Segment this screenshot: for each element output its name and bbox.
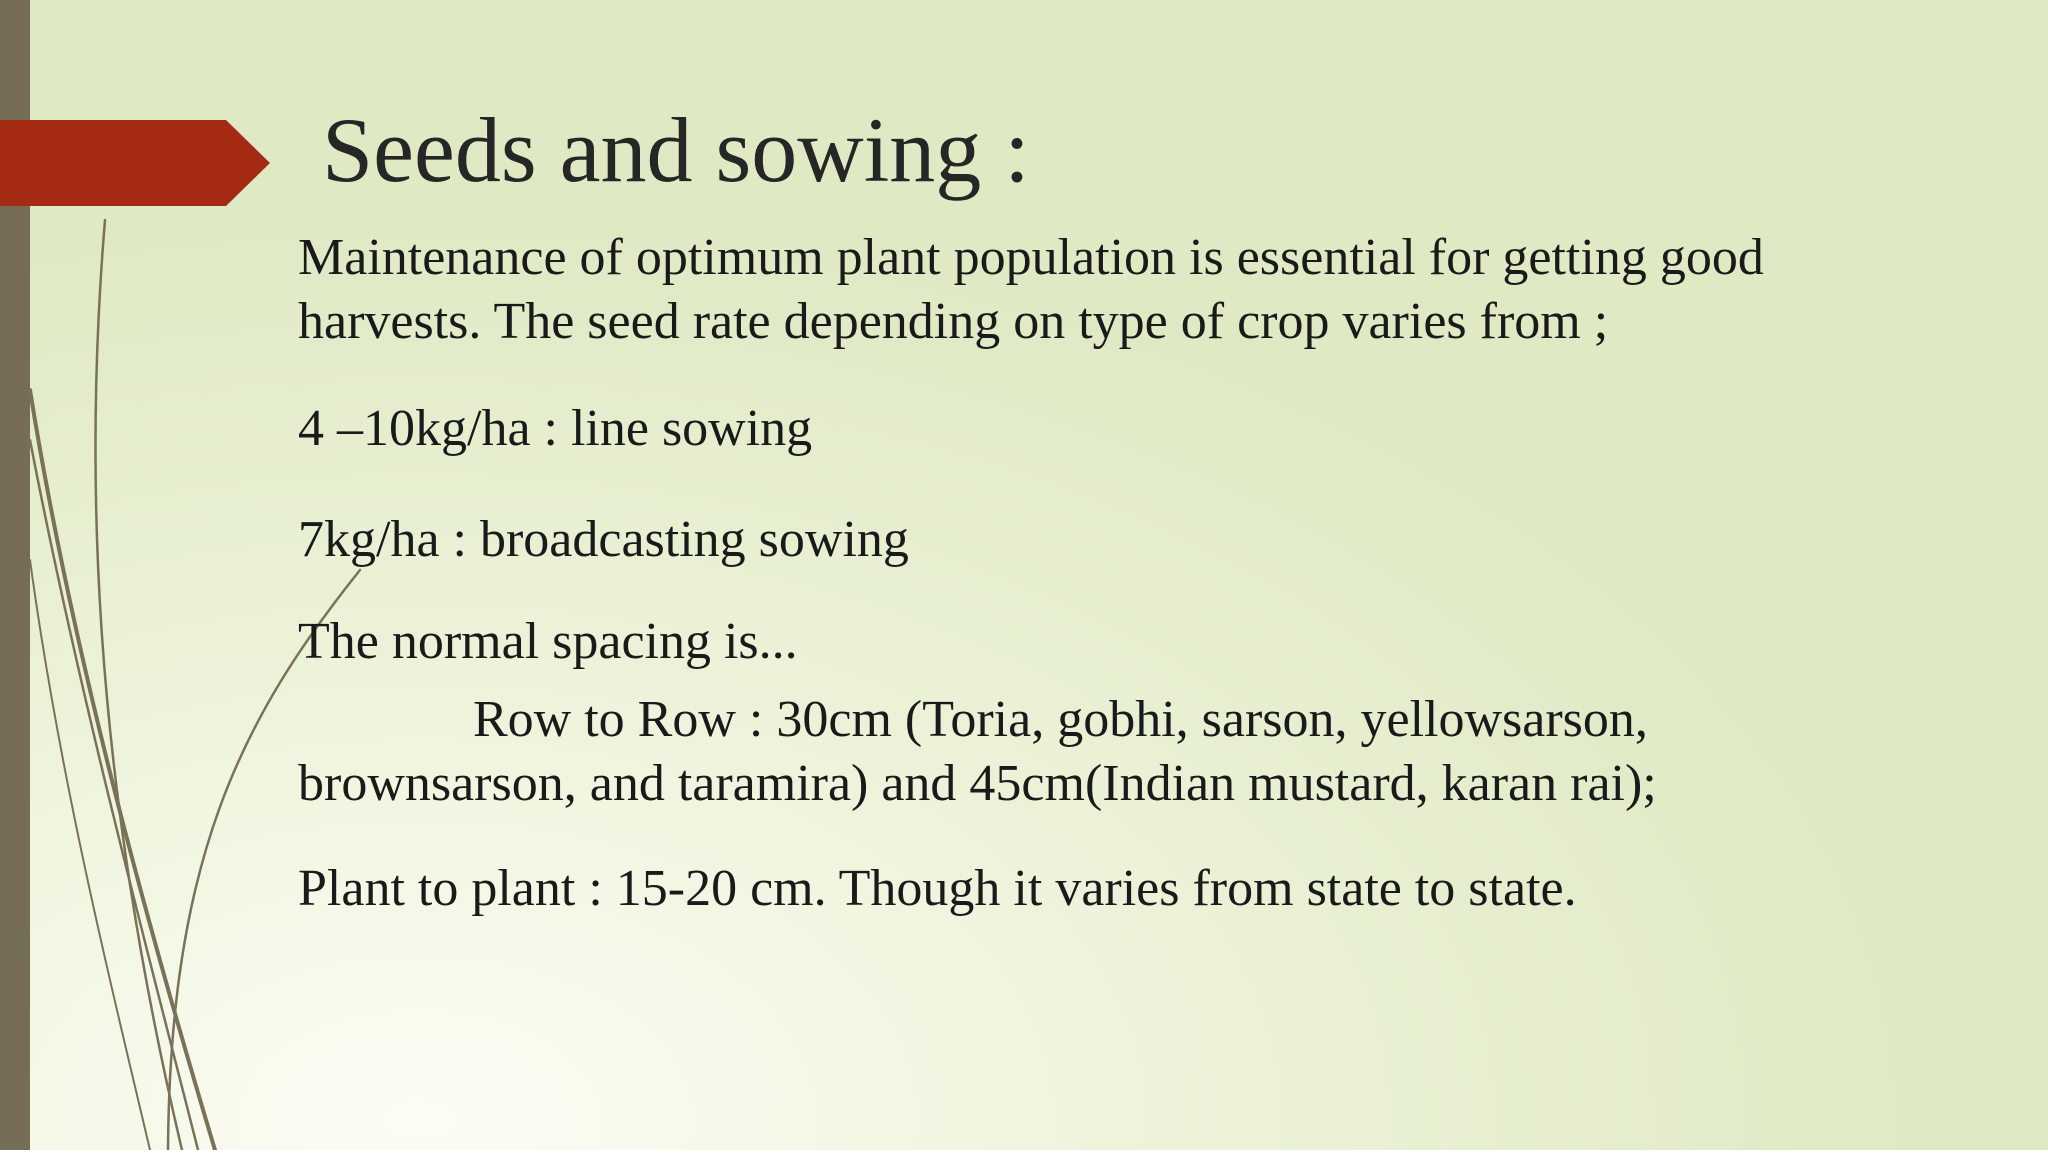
normal-spacing-heading: The normal spacing is... [298, 613, 798, 670]
row-spacing-line-1 [298, 688, 1657, 752]
row-spacing-paragraph [298, 688, 1657, 816]
plant-spacing: Plant to plant : 15-20 cm. Though it varies from state to state. [298, 860, 1577, 917]
line-sowing-rate: 4 –10kg/ha : line sowing [298, 400, 813, 457]
slide-title: Seeds and sowing : [322, 99, 1030, 201]
intro-line-2: harvests. The seed rate depending on type of crop varies from ; [298, 293, 1609, 350]
broadcasting-sowing-rate: 7kg/ha : broadcasting sowing [298, 511, 909, 568]
title-arrow-icon [0, 120, 270, 206]
row-spacing-line-2: brownsarson, and taramira) and 45cm(Indian mustard, karan rai); [298, 755, 1657, 812]
intro-paragraph [298, 226, 1764, 354]
row-spacing-text-1: Row to Row : 30cm (Toria, gobhi, sarson, yellowsarson, [473, 691, 1648, 748]
intro-line-1: Maintenance of optimum plant population is essential for getting good [298, 229, 1764, 286]
